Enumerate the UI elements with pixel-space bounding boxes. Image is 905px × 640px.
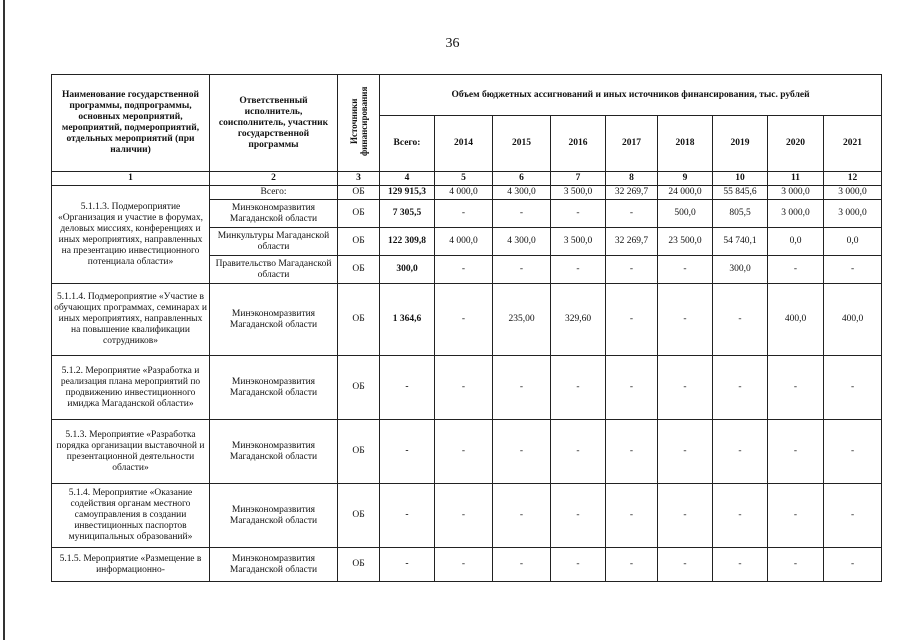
value-cell: - xyxy=(713,420,768,484)
activity-name: 5.1.1.3. Подмероприятие «Организация и участие в форумах, деловых миссиях, конференциях и иных мероприятиях, направленных на презентацию инвестиционного потенциала области» xyxy=(52,186,210,284)
column-number: 2 xyxy=(210,172,338,186)
value-cell: - xyxy=(606,284,658,356)
value-cell: 805,5 xyxy=(713,200,768,228)
header-year: 2017 xyxy=(606,116,658,172)
value-cell: - xyxy=(768,356,824,420)
total-cell: - xyxy=(380,484,435,548)
value-cell: 4 000,0 xyxy=(435,186,493,200)
value-cell: - xyxy=(435,256,493,284)
value-cell: - xyxy=(606,256,658,284)
value-cell: 4 300,0 xyxy=(493,186,551,200)
value-cell: 3 000,0 xyxy=(824,200,882,228)
value-cell: - xyxy=(606,484,658,548)
responsible-cell: Минэкономразвития Магаданской области xyxy=(210,284,338,356)
column-number: 6 xyxy=(493,172,551,186)
column-number: 12 xyxy=(824,172,882,186)
column-numbers-row xyxy=(52,172,882,186)
responsible-cell: Минэкономразвития Магаданской области xyxy=(210,200,338,228)
value-cell: - xyxy=(493,356,551,420)
value-cell: 0,0 xyxy=(824,228,882,256)
responsible-cell: Минэкономразвития Магаданской области xyxy=(210,484,338,548)
value-cell: - xyxy=(824,256,882,284)
column-number: 3 xyxy=(338,172,380,186)
header-source xyxy=(338,75,380,172)
total-cell: 1 364,6 xyxy=(380,284,435,356)
value-cell: - xyxy=(606,356,658,420)
source-cell: ОБ xyxy=(338,420,380,484)
column-number: 5 xyxy=(435,172,493,186)
table-row xyxy=(52,186,882,200)
header-year: 2019 xyxy=(713,116,768,172)
activity-name: 5.1.4. Мероприятие «Оказание содействия органам местного самоуправления в создании инвестиционных паспортов муниципальных образований» xyxy=(52,484,210,548)
value-cell: - xyxy=(768,548,824,582)
source-cell: ОБ xyxy=(338,228,380,256)
value-cell: 54 740,1 xyxy=(713,228,768,256)
value-cell: - xyxy=(713,484,768,548)
header-year: 2020 xyxy=(768,116,824,172)
activity-name: 5.1.3. Мероприятие «Разработка порядка организации выставочной и презентационной деятельности области» xyxy=(52,420,210,484)
header-source-label: Источники финансирования xyxy=(348,86,369,156)
value-cell: 235,00 xyxy=(493,284,551,356)
table-row xyxy=(52,548,882,582)
column-number: 8 xyxy=(606,172,658,186)
header-responsible: Ответственный исполнитель, соисполнитель, участник государственной программы xyxy=(210,75,338,172)
value-cell: - xyxy=(606,548,658,582)
responsible-cell: Всего: xyxy=(210,186,338,200)
total-cell: - xyxy=(380,548,435,582)
value-cell: - xyxy=(493,420,551,484)
table-row xyxy=(52,356,882,420)
value-cell: 329,60 xyxy=(551,284,606,356)
source-cell: ОБ xyxy=(338,356,380,420)
value-cell: - xyxy=(768,420,824,484)
value-cell: - xyxy=(768,484,824,548)
value-cell: 3 000,0 xyxy=(768,186,824,200)
value-cell: 0,0 xyxy=(768,228,824,256)
source-cell: ОБ xyxy=(338,548,380,582)
header-row-1 xyxy=(52,75,882,116)
value-cell: 300,0 xyxy=(713,256,768,284)
value-cell: 400,0 xyxy=(824,284,882,356)
activity-name: 5.1.1.4. Подмероприятие «Участие в обучающих программах, семинарах и иных мероприятиях, направленных на повышение квалификации сотрудников» xyxy=(52,284,210,356)
total-cell: 122 309,8 xyxy=(380,228,435,256)
total-cell: - xyxy=(380,420,435,484)
column-number: 4 xyxy=(380,172,435,186)
value-cell: - xyxy=(493,256,551,284)
total-cell: - xyxy=(380,356,435,420)
value-cell: - xyxy=(658,420,713,484)
header-year: 2015 xyxy=(493,116,551,172)
value-cell: - xyxy=(658,548,713,582)
value-cell: - xyxy=(435,200,493,228)
value-cell: 32 269,7 xyxy=(606,186,658,200)
value-cell: - xyxy=(824,548,882,582)
header-year: 2016 xyxy=(551,116,606,172)
header-name: Наименование государственной программы, подпрограммы, основных мероприятий, мероприятий, подмероприятий, отдельных мероприятий (при наличии) xyxy=(52,75,210,172)
value-cell: 4 300,0 xyxy=(493,228,551,256)
value-cell: - xyxy=(493,548,551,582)
column-number: 7 xyxy=(551,172,606,186)
value-cell: 500,0 xyxy=(658,200,713,228)
table-row xyxy=(52,484,882,548)
value-cell: - xyxy=(713,548,768,582)
value-cell: 24 000,0 xyxy=(658,186,713,200)
source-cell: ОБ xyxy=(338,200,380,228)
header-volume: Объем бюджетных ассигнований и иных источников финансирования, тыс. рублей xyxy=(380,75,882,116)
total-cell: 300,0 xyxy=(380,256,435,284)
column-number: 10 xyxy=(713,172,768,186)
value-cell: 3 000,0 xyxy=(768,200,824,228)
column-number: 11 xyxy=(768,172,824,186)
value-cell: - xyxy=(435,548,493,582)
column-number: 9 xyxy=(658,172,713,186)
value-cell: - xyxy=(824,356,882,420)
value-cell: - xyxy=(551,200,606,228)
table-row xyxy=(52,284,882,356)
binding-line xyxy=(3,0,5,640)
value-cell: - xyxy=(551,356,606,420)
page-number: 36 xyxy=(445,36,460,51)
table-row xyxy=(52,420,882,484)
responsible-cell: Минэкономразвития Магаданской области xyxy=(210,420,338,484)
value-cell: - xyxy=(493,484,551,548)
value-cell: - xyxy=(551,548,606,582)
source-cell: ОБ xyxy=(338,484,380,548)
activity-name: 5.1.5. Мероприятие «Размещение в информационно- xyxy=(52,548,210,582)
value-cell: - xyxy=(768,256,824,284)
value-cell: - xyxy=(435,356,493,420)
header-year: 2021 xyxy=(824,116,882,172)
value-cell: - xyxy=(824,484,882,548)
value-cell: 3 500,0 xyxy=(551,186,606,200)
source-cell: ОБ xyxy=(338,256,380,284)
value-cell: - xyxy=(435,420,493,484)
value-cell: - xyxy=(551,420,606,484)
responsible-cell: Минэкономразвития Магаданской области xyxy=(210,356,338,420)
value-cell: - xyxy=(658,484,713,548)
value-cell: - xyxy=(824,420,882,484)
header-total: Всего: xyxy=(380,116,435,172)
responsible-cell: Минэкономразвития Магаданской области xyxy=(210,548,338,582)
value-cell: - xyxy=(658,356,713,420)
header-year: 2018 xyxy=(658,116,713,172)
value-cell: 32 269,7 xyxy=(606,228,658,256)
budget-table xyxy=(51,74,882,582)
total-cell: 7 305,5 xyxy=(380,200,435,228)
value-cell: - xyxy=(551,256,606,284)
value-cell: 55 845,6 xyxy=(713,186,768,200)
value-cell: - xyxy=(713,356,768,420)
header-year: 2014 xyxy=(435,116,493,172)
responsible-cell: Правительство Магаданской области xyxy=(210,256,338,284)
value-cell: - xyxy=(606,200,658,228)
value-cell: 400,0 xyxy=(768,284,824,356)
value-cell: - xyxy=(435,484,493,548)
value-cell: 3 500,0 xyxy=(551,228,606,256)
responsible-cell: Минкультуры Магаданской области xyxy=(210,228,338,256)
value-cell: 3 000,0 xyxy=(824,186,882,200)
value-cell: 4 000,0 xyxy=(435,228,493,256)
total-cell: 129 915,3 xyxy=(380,186,435,200)
value-cell: - xyxy=(658,256,713,284)
value-cell: - xyxy=(551,484,606,548)
value-cell: - xyxy=(606,420,658,484)
value-cell: - xyxy=(658,284,713,356)
activity-name: 5.1.2. Мероприятие «Разработка и реализация плана мероприятий по продвижению инвестиционного имиджа Магаданской области» xyxy=(52,356,210,420)
column-number: 1 xyxy=(52,172,210,186)
value-cell: - xyxy=(493,200,551,228)
source-cell: ОБ xyxy=(338,284,380,356)
source-cell: ОБ xyxy=(338,186,380,200)
value-cell: - xyxy=(713,284,768,356)
value-cell: - xyxy=(435,284,493,356)
value-cell: 23 500,0 xyxy=(658,228,713,256)
